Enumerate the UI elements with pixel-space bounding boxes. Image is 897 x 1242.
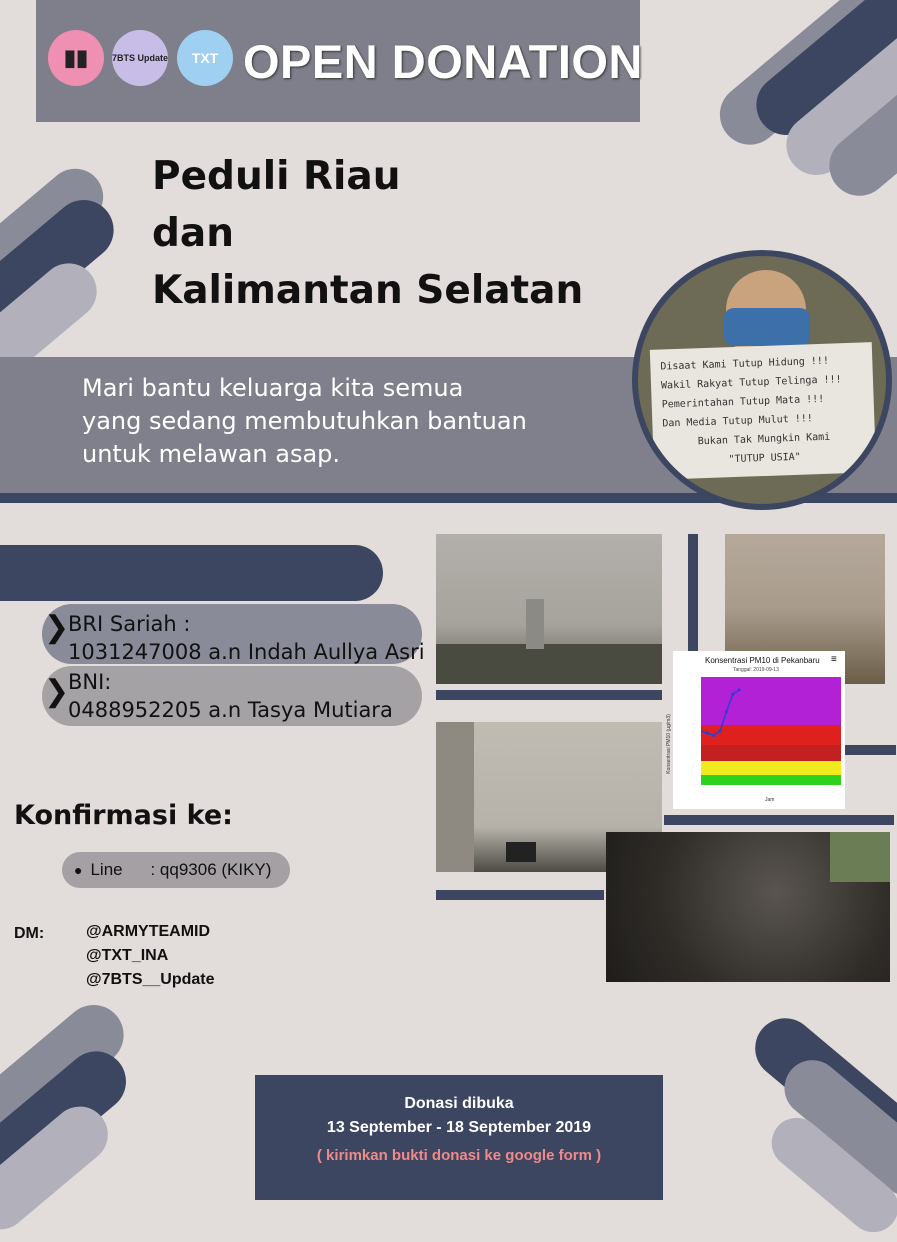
- line-value: : qq9306 (KIKY): [150, 860, 272, 879]
- appeal-line: Mari bantu keluarga kita semua: [82, 374, 464, 402]
- heading-line: dan: [152, 211, 234, 256]
- heading-line: Peduli Riau: [152, 154, 401, 199]
- band-unhealthy: [701, 745, 841, 761]
- divider-line: [664, 815, 894, 825]
- pm10-point: [725, 710, 728, 713]
- bank-name: BRI Sariah :: [68, 612, 191, 636]
- protest-photo: [632, 250, 892, 510]
- chart-title: Konsentrasi PM10 di Pekanbaru: [705, 656, 820, 665]
- chart-ylabel: Konsentrasi PM10 (µg/m3): [665, 714, 672, 774]
- chart-plot: [701, 677, 841, 791]
- confirm-heading: Konfirmasi ke:: [14, 800, 233, 831]
- appeal-text: [82, 372, 527, 471]
- heading-line: Kalimantan Selatan: [152, 268, 584, 313]
- pm10-point: [718, 729, 721, 732]
- account-bri: [68, 610, 425, 666]
- mask-icon: [724, 308, 810, 346]
- txt-logo: TXT: [177, 30, 233, 86]
- band-very-unhealthy: [701, 677, 841, 725]
- footer-dates: 13 September - 18 September 2019: [326, 1119, 592, 1136]
- account-detail: 0488952205 a.n Tasya Mutiara: [68, 698, 393, 722]
- chevron-right-icon: ❯: [44, 675, 70, 708]
- pm10-point: [712, 734, 715, 737]
- divider-line: [436, 690, 662, 700]
- pm10-point: [731, 693, 734, 696]
- dm-label: DM:: [14, 925, 45, 942]
- pm10-point: [706, 732, 709, 735]
- page-title: OPEN DONATION: [243, 35, 643, 88]
- appeal-line: untuk melawan asap.: [82, 440, 341, 468]
- dm-handle[interactable]: @7BTS__Update: [86, 971, 215, 988]
- band-moderate: [701, 761, 841, 775]
- footer-note: ( kirimkan bukti donasi ke google form ): [316, 1147, 602, 1164]
- chart-xlabel: Jam: [765, 797, 775, 803]
- account-bni: [68, 668, 393, 724]
- bank-header-bar: [0, 545, 383, 601]
- divider-line: [840, 745, 896, 755]
- bank-name: BNI:: [68, 670, 112, 694]
- footer-box: [255, 1075, 663, 1200]
- appeal-line: yang sedang membutuhkan bantuan: [82, 407, 527, 435]
- band-unhealthy-high: [701, 725, 841, 745]
- band-good: [701, 775, 841, 785]
- protest-sign: Disaat Kami Tutup Hidung !!! Wakil Rakyat Tutup Telinga !!! Pemerintahan Tutup Mata !!! Dan Media Tutup Mulut !!! Bukan Tak Mungkin Kami "TUTUP USIA": [650, 342, 876, 480]
- burned-area-photo: [606, 832, 890, 982]
- dm-handle[interactable]: @ARMYTEAMID: [86, 923, 211, 940]
- chart-subtitle: Tanggal: 2019-09-13: [733, 667, 779, 673]
- haze-city-photo: [436, 534, 662, 684]
- footer-line: Donasi dibuka: [404, 1095, 514, 1112]
- dm-handle[interactable]: @TXT_INA: [86, 947, 169, 964]
- menu-icon: ≡: [831, 654, 837, 665]
- 7bts-update-logo: 7BTS Update: [112, 30, 168, 86]
- chevron-right-icon: ❯: [44, 611, 70, 644]
- bts-logo: ▮▮: [48, 30, 104, 86]
- line-label: Line: [90, 860, 123, 879]
- pm10-point: [738, 688, 741, 691]
- account-detail: 1031247008 a.n Indah Aullya Asri: [68, 640, 425, 664]
- campaign-heading: [152, 148, 583, 319]
- bullet-icon: ●: [74, 862, 83, 878]
- divider-line: [436, 890, 604, 900]
- pm10-chart-card: [665, 651, 845, 809]
- line-contact-pill[interactable]: [62, 852, 290, 888]
